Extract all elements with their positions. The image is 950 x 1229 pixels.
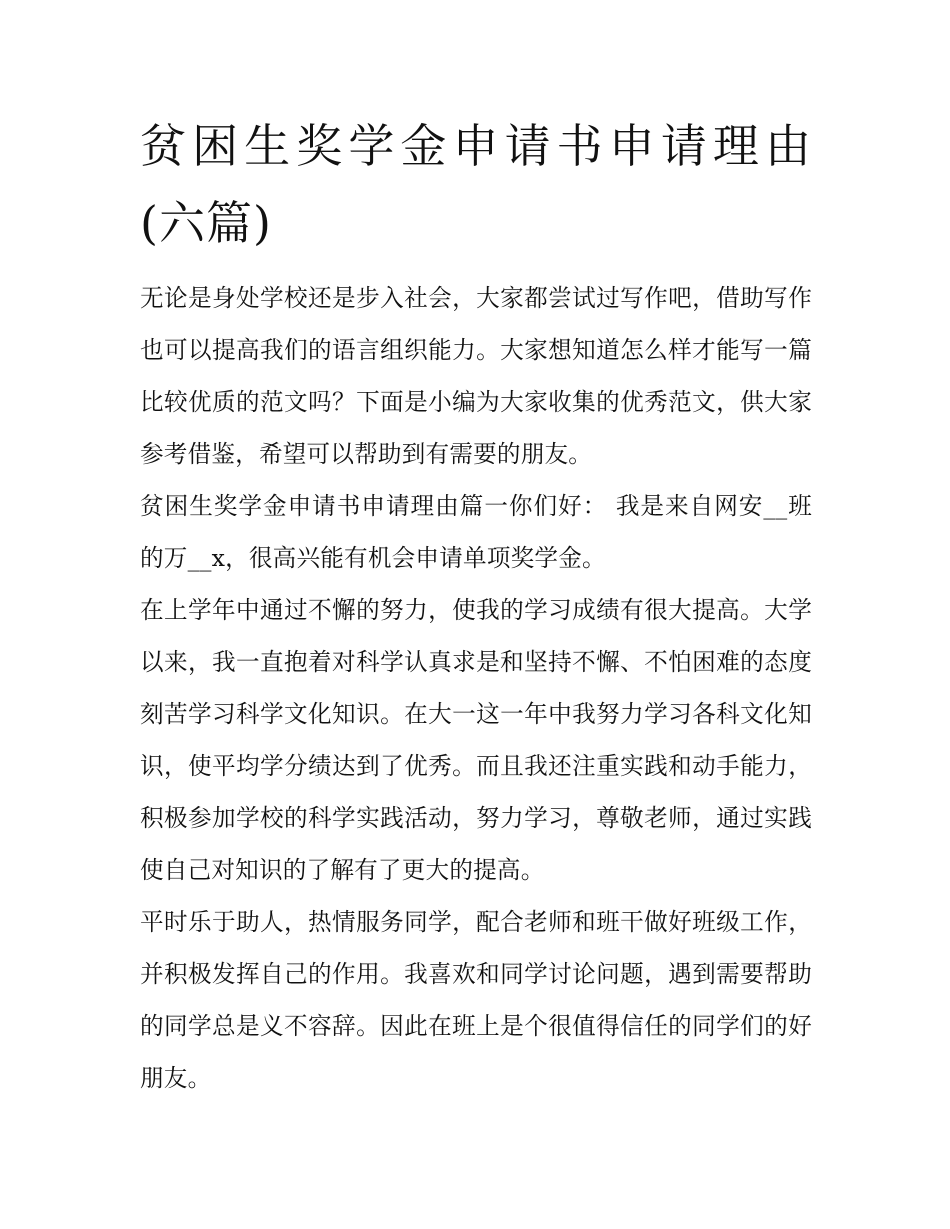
paragraph-study: 在上学年中通过不懈的努力，使我的学习成绩有很大提高。大学以来，我一直抱着对科学认真求是和坚持不懈、不怕困难的态度刻苦学习科学文化知识。在大一这一年中我努力学习各科文化知识，使平均学分绩达到了优秀。而且我还注重实践和动手能力，积极参加学校的科学实践活动，努力学习，尊敬老师，通过实践使自己对知识的了解有了更大的提高。 (140, 596, 812, 884)
paragraph-helpfulness: 平时乐于助人，热情服务同学，配合老师和班干做好班级工作，并积极发挥自己的作用。我喜欢和同学讨论问题，遇到需要帮助的同学总是义不容辞。因此在班上是个很值得信任的同学们的好朋友。 (140, 908, 812, 1092)
paragraph-intro: 无论是身处学校还是步入社会，大家都尝试过写作吧，借助写作也可以提高我们的语言组织能力。大家想知道怎么样才能写一篇比较优质的范文吗？下面是小编为大家收集的优秀范文，供大家参考借鉴，希望可以帮助到有需要的朋友。 (140, 284, 812, 468)
document-page (140, 108, 812, 1104)
paragraph-greeting: 贫困生奖学金申请书申请理由篇一你们好： 我是来自网安__班的万__x，很高兴能有机会申请单项奖学金。 (140, 492, 812, 572)
document-title: 贫困生奖学金申请书申请理由(六篇) (140, 119, 812, 250)
